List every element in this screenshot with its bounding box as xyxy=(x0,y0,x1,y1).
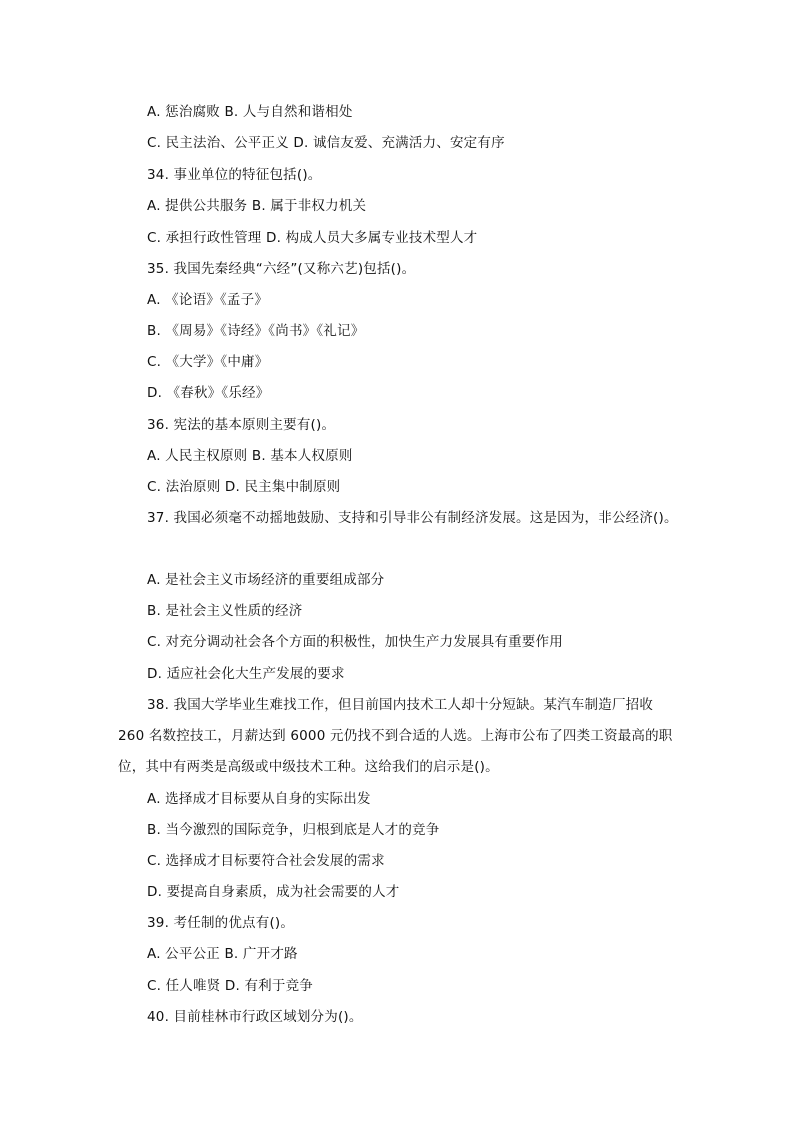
option-line: D. 《春秋》《乐经》 xyxy=(147,385,270,401)
option-line: A. 提供公共服务 B. 属于非权力机关 xyxy=(147,198,367,214)
option-line: A. 公平公正 B. 广开才路 xyxy=(147,946,298,962)
option-line: C. 承担行政性管理 D. 构成人员大多属专业技术型人才 xyxy=(147,230,478,246)
option-line: C. 任人唯贤 D. 有利于竞争 xyxy=(147,978,313,994)
question-line: 260 名数控技工，月薪达到 6000 元仍找不到合适的人选。上海市公布了四类工资最高的职 xyxy=(118,728,673,744)
option-line: C. 法治原则 D. 民主集中制原则 xyxy=(147,479,341,495)
question-line: 38. 我国大学毕业生难找工作，但目前国内技术工人却十分短缺。某汽车制造厂招收 xyxy=(147,697,654,713)
question-line: 36. 宪法的基本原则主要有()。 xyxy=(147,417,336,433)
option-line: A. 是社会主义市场经济的重要组成部分 xyxy=(147,572,385,588)
question-line: 40. 目前桂林市行政区域划分为()。 xyxy=(147,1009,363,1025)
option-line: B. 当今激烈的国际竞争，归根到底是人才的竞争 xyxy=(147,822,440,838)
option-line: C. 民主法治、公平正义 D. 诚信友爱、充满活力、安定有序 xyxy=(147,135,505,151)
option-line: C. 选择成才目标要符合社会发展的需求 xyxy=(147,853,385,869)
question-line: 37. 我国必须毫不动摇地鼓励、支持和引导非公有制经济发展。这是因为，非公经济()。 xyxy=(147,510,678,526)
question-line: 位，其中有两类是高级或中级技术工种。这给我们的启示是()。 xyxy=(118,759,499,775)
option-line: A. 选择成才目标要从自身的实际出发 xyxy=(147,791,371,807)
option-line: A. 惩治腐败 B. 人与自然和谐相处 xyxy=(147,104,353,120)
option-line: C. 《大学》《中庸》 xyxy=(147,354,269,370)
question-line: 35. 我国先秦经典“六经”(又称六艺)包括()。 xyxy=(147,261,416,277)
question-line: 39. 考任制的优点有()。 xyxy=(147,915,295,931)
option-line: C. 对充分调动社会各个方面的积极性，加快生产力发展具有重要作用 xyxy=(147,634,563,650)
option-line: A. 人民主权原则 B. 基本人权原则 xyxy=(147,448,353,464)
option-line: B. 《周易》《诗经》《尚书》《礼记》 xyxy=(147,323,365,339)
option-line: D. 要提高自身素质，成为社会需要的人才 xyxy=(147,884,400,900)
question-line: 34. 事业单位的特征包括()。 xyxy=(147,167,322,183)
option-line: B. 是社会主义性质的经济 xyxy=(147,603,303,619)
option-line: A. 《论语》《孟子》 xyxy=(147,292,269,308)
option-line: D. 适应社会化大生产发展的要求 xyxy=(147,666,345,682)
